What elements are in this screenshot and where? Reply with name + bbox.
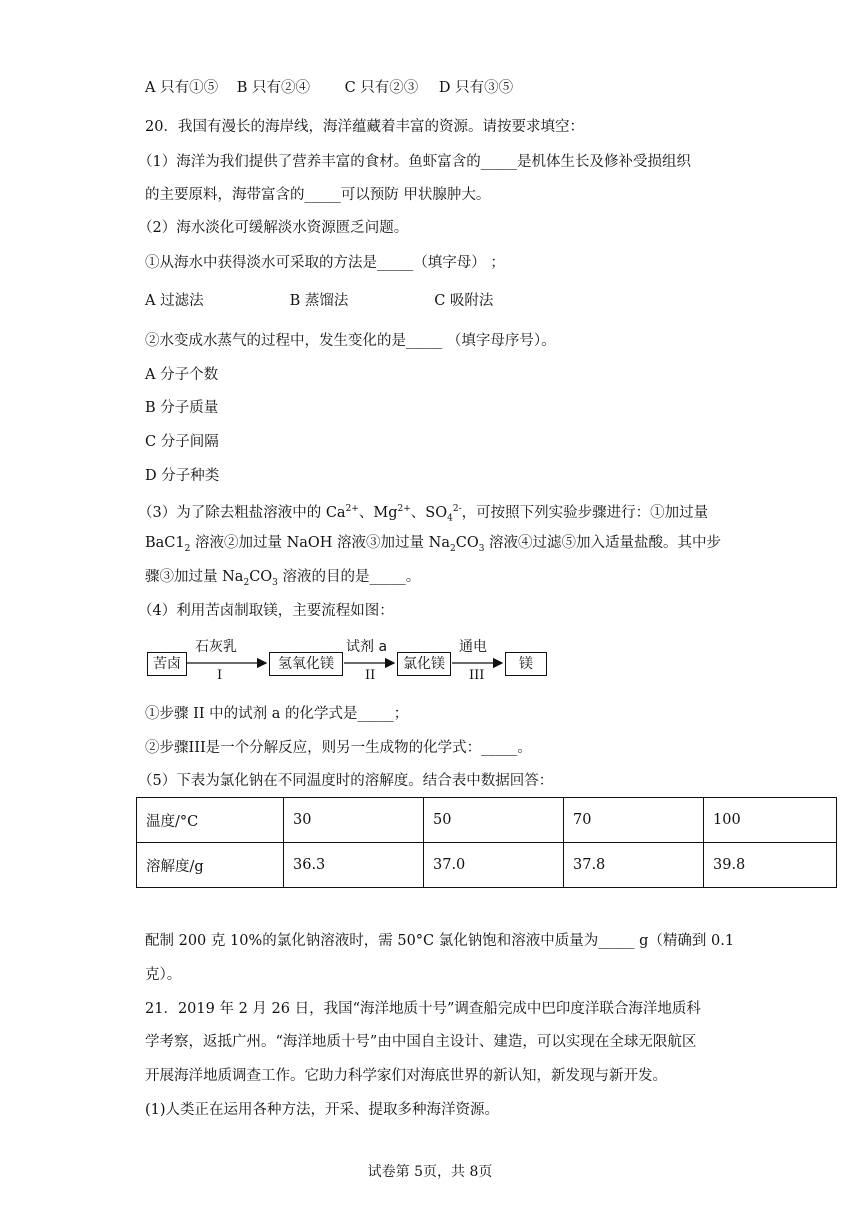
box-magnesium: 镁 [505, 652, 547, 676]
subscript: 4 [447, 513, 453, 524]
q20-part4: （4）利用苦卤制取镁，主要流程如图： [138, 603, 394, 619]
q20-part3-line1 [138, 499, 708, 529]
q20-part5: （5）下表为氯化钠在不同温度时的溶解度。结合表中数据回答： [138, 773, 554, 789]
q20-part4-q2: ②步骤III是一个分解反应，则另一生成物的化学式：_____。 [145, 740, 532, 756]
q19-option-c: C 只有②③ [344, 80, 419, 96]
q20-part2-q2-option-d: D 分子种类 [145, 468, 220, 484]
subscript: 3 [272, 577, 278, 588]
table-cell: 溶解度/g [137, 843, 284, 888]
table-cell: 30 [284, 798, 424, 843]
table-cell: 50 [424, 798, 564, 843]
table-cell: 39.8 [704, 843, 837, 888]
table-cell: 37.8 [564, 843, 704, 888]
text: BaC1 [145, 535, 185, 551]
subscript: 2 [450, 543, 456, 554]
text: 溶液④过滤⑤加入适量盐酸。其中步 [484, 535, 722, 551]
subscript: 2 [184, 543, 191, 554]
q20-part5-question-line1: 配制 200 克 10%的氯化钠溶液时，需 50°C 氯化钠饱和溶液中质量为_____ g（精确到 0.1 [145, 933, 735, 949]
arrow1-label-bottom: I [217, 668, 223, 683]
q21-line2: 学考察，返抵广州。“海洋地质十号”由中国自主设计、建造，可以实现在全球无限航区 [145, 1034, 697, 1050]
option-a: A 过滤法 [145, 293, 204, 309]
text: 骤③加过量 Na [145, 569, 244, 585]
q20-part5-question-line2: 克）。 [145, 967, 182, 983]
superscript: 2+ [397, 504, 411, 514]
q19-option-d: D 只有③⑤ [438, 80, 514, 96]
q20-part4-q1: ①步骤 II 中的试剂 a 的化学式是_____； [145, 706, 409, 722]
q20-part1-line1: （1）海洋为我们提供了营养丰富的食材。鱼虾富含的_____是机体生长及修补受损组织 [138, 154, 691, 170]
q20-part2-q2-option-b: B 分子质量 [145, 400, 219, 416]
page-footer: 试卷第 5页，共 8页 [367, 1164, 493, 1180]
text: CO [249, 569, 273, 585]
q21-line4: (1)人类正在运用各种方法，开采、提取多种海洋资源。 [145, 1102, 500, 1118]
q20-part2-q2-option-a: A 分子个数 [145, 367, 219, 383]
q20-part2-q2: ②水变成水蒸气的过程中，发生变化的是_____ （填字母序号）。 [145, 333, 556, 349]
table-cell: 70 [564, 798, 704, 843]
subscript: 3 [478, 543, 485, 554]
text: 溶液的目的是_____。 [277, 569, 421, 585]
arrow3-label-bottom: III [469, 668, 485, 683]
q20-part3-line2 [145, 533, 721, 559]
table-cell: 温度/°C [137, 798, 284, 843]
q19-option-a: A 只有①⑤ [145, 80, 219, 96]
solubility-table [136, 797, 837, 888]
q20-title: 20．我国有漫长的海岸线，海洋蕴藏着丰富的资源。请按要求填空： [145, 119, 584, 135]
text: 、SO [410, 504, 448, 521]
arrow3-label-top: 通电 [459, 639, 487, 655]
option-c: C 吸附法 [434, 293, 494, 309]
box-magnesium-hydroxide: 氢氧化镁 [269, 652, 343, 676]
q20-part2-q1-options [145, 291, 493, 311]
text: ，可按照下列实验步骤进行：①加过量 [461, 504, 709, 521]
table-cell: 100 [704, 798, 837, 843]
table-row [137, 798, 837, 843]
q19-options [145, 78, 513, 98]
text: 溶液②加过量 NaOH 溶液③加过量 Na [190, 535, 450, 551]
q21-line3: 开展海洋地质调查工作。它助力科学家们对海底世界的新认知，新发现与新开发。 [145, 1068, 667, 1084]
box-magnesium-chloride: 氯化镁 [397, 652, 451, 676]
arrow1-label-top: 石灰乳 [195, 639, 237, 655]
q19-option-b: B 只有②④ [236, 80, 310, 96]
text: CO [455, 535, 479, 551]
box-bittern: 苦卤 [147, 652, 187, 676]
arrow2-label-bottom: II [365, 668, 376, 683]
q20-part1-line2: 的主要原料，海带富含的_____可以预防 甲状腺肿大。 [145, 187, 491, 203]
table-cell: 36.3 [284, 843, 424, 888]
subscript: 2 [243, 577, 250, 588]
q21-line1: 21．2019 年 2 月 26 日，我国“海洋地质十号”调查船完成中巴印度洋联合海洋地质科 [145, 1001, 701, 1017]
magnesium-flow-diagram [145, 640, 555, 690]
q20-part2-q2-option-c: C 分子间隔 [145, 434, 219, 450]
table-cell: 37.0 [424, 843, 564, 888]
superscript: 2- [452, 504, 462, 514]
text: （3）为了除去粗盐溶液中的 Ca [138, 504, 346, 521]
arrow2-label-top: 试剂 a [346, 639, 388, 655]
q20-part2-q1: ①从海水中获得淡水可采取的方法是_____（填字母） ； [145, 255, 505, 271]
q20-part2: （2）海水淡化可缓解淡水资源匮乏问题。 [138, 220, 409, 236]
text: 、Mg [358, 504, 398, 521]
q20-part3-line3 [145, 567, 420, 593]
table-row [137, 843, 837, 888]
option-b: B 蒸馏法 [289, 293, 349, 309]
superscript: 2+ [345, 504, 359, 514]
